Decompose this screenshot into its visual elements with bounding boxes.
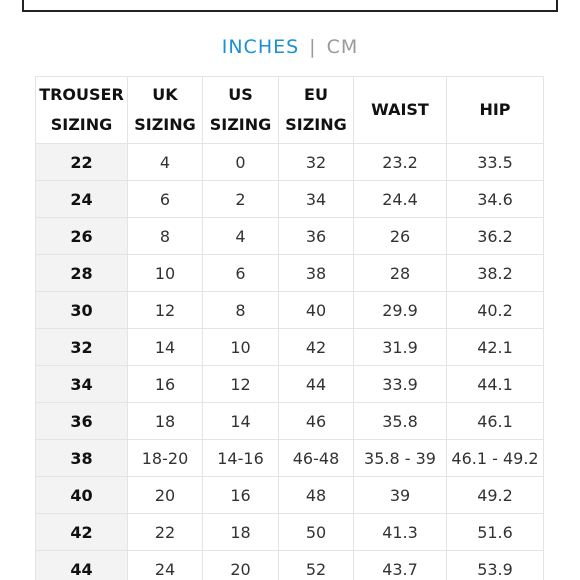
- waist-cell: 26: [354, 218, 447, 255]
- eu-size-cell: 44: [279, 366, 354, 403]
- uk-size-cell: 14: [128, 329, 203, 366]
- eu-size-cell: 48: [279, 477, 354, 514]
- trouser-size-cell: 28: [36, 255, 128, 292]
- us-size-cell: 18: [203, 514, 279, 551]
- header-trouser-sizing: [36, 77, 128, 144]
- waist-cell: 39: [354, 477, 447, 514]
- header-line: SIZING: [285, 115, 347, 134]
- waist-cell: 41.3: [354, 514, 447, 551]
- us-size-cell: 2: [203, 181, 279, 218]
- eu-size-cell: 34: [279, 181, 354, 218]
- hip-cell: 51.6: [447, 514, 544, 551]
- header-line: US: [228, 85, 253, 104]
- header-line: TROUSER: [39, 85, 124, 104]
- table-row: [36, 551, 544, 580]
- eu-size-cell: 40: [279, 292, 354, 329]
- trouser-size-cell: 44: [36, 551, 128, 580]
- trouser-size-cell: 36: [36, 403, 128, 440]
- waist-cell: 28: [354, 255, 447, 292]
- waist-cell: 31.9: [354, 329, 447, 366]
- header-line: HIP: [479, 100, 511, 119]
- waist-cell: 24.4: [354, 181, 447, 218]
- table-row: [36, 144, 544, 181]
- eu-size-cell: 32: [279, 144, 354, 181]
- hip-cell: 38.2: [447, 255, 544, 292]
- us-size-cell: 16: [203, 477, 279, 514]
- table-row: [36, 181, 544, 218]
- us-size-cell: 6: [203, 255, 279, 292]
- hip-cell: 34.6: [447, 181, 544, 218]
- uk-size-cell: 22: [128, 514, 203, 551]
- eu-size-cell: 46: [279, 403, 354, 440]
- uk-size-cell: 6: [128, 181, 203, 218]
- uk-size-cell: 24: [128, 551, 203, 580]
- uk-size-cell: 10: [128, 255, 203, 292]
- table-row: [36, 329, 544, 366]
- unit-cm-button[interactable]: CM: [326, 36, 359, 58]
- trouser-size-cell: 40: [36, 477, 128, 514]
- table-row: [36, 366, 544, 403]
- us-size-cell: 14: [203, 403, 279, 440]
- table-body: [36, 144, 544, 580]
- header-line: SIZING: [50, 115, 113, 134]
- table-row: [36, 403, 544, 440]
- uk-size-cell: 20: [128, 477, 203, 514]
- trouser-size-cell: 34: [36, 366, 128, 403]
- eu-size-cell: 36: [279, 218, 354, 255]
- header-line: UK: [152, 85, 178, 104]
- unit-separator: |: [309, 36, 317, 58]
- header-waist: [354, 77, 447, 144]
- trouser-size-cell: 42: [36, 514, 128, 551]
- hip-cell: 46.1 - 49.2: [447, 440, 544, 477]
- hip-cell: 36.2: [447, 218, 544, 255]
- uk-size-cell: 18: [128, 403, 203, 440]
- uk-size-cell: 18-20: [128, 440, 203, 477]
- hip-cell: 44.1: [447, 366, 544, 403]
- uk-size-cell: 16: [128, 366, 203, 403]
- hip-cell: 33.5: [447, 144, 544, 181]
- eu-size-cell: 52: [279, 551, 354, 580]
- header-line: WAIST: [371, 100, 429, 119]
- waist-cell: 23.2: [354, 144, 447, 181]
- trouser-size-cell: 22: [36, 144, 128, 181]
- hip-cell: 49.2: [447, 477, 544, 514]
- trouser-size-cell: 24: [36, 181, 128, 218]
- trouser-size-cell: 26: [36, 218, 128, 255]
- waist-cell: 35.8: [354, 403, 447, 440]
- eu-size-cell: 50: [279, 514, 354, 551]
- waist-cell: 29.9: [354, 292, 447, 329]
- size-table: [35, 76, 544, 580]
- us-size-cell: 10: [203, 329, 279, 366]
- eu-size-cell: 38: [279, 255, 354, 292]
- hip-cell: 42.1: [447, 329, 544, 366]
- header-line: EU: [304, 85, 328, 104]
- table-header-row: [36, 77, 544, 144]
- waist-cell: 35.8 - 39: [354, 440, 447, 477]
- table-row: [36, 218, 544, 255]
- header-line: SIZING: [209, 115, 272, 134]
- unit-toggle: [0, 36, 580, 58]
- header-eu-sizing: [279, 77, 354, 144]
- hip-cell: 40.2: [447, 292, 544, 329]
- uk-size-cell: 4: [128, 144, 203, 181]
- table-row: [36, 292, 544, 329]
- trouser-size-cell: 30: [36, 292, 128, 329]
- header-us-sizing: [203, 77, 279, 144]
- trouser-size-cell: 38: [36, 440, 128, 477]
- table-row: [36, 477, 544, 514]
- unit-inches-button[interactable]: INCHES: [221, 36, 300, 58]
- waist-cell: 43.7: [354, 551, 447, 580]
- table-row: [36, 440, 544, 477]
- table-row: [36, 514, 544, 551]
- top-border: [22, 0, 558, 12]
- uk-size-cell: 8: [128, 218, 203, 255]
- us-size-cell: 14-16: [203, 440, 279, 477]
- trouser-size-cell: 32: [36, 329, 128, 366]
- eu-size-cell: 42: [279, 329, 354, 366]
- eu-size-cell: 46-48: [279, 440, 354, 477]
- header-line: SIZING: [134, 115, 196, 134]
- table-row: [36, 255, 544, 292]
- waist-cell: 33.9: [354, 366, 447, 403]
- uk-size-cell: 12: [128, 292, 203, 329]
- header-hip: [447, 77, 544, 144]
- hip-cell: 53.9: [447, 551, 544, 580]
- hip-cell: 46.1: [447, 403, 544, 440]
- us-size-cell: 0: [203, 144, 279, 181]
- us-size-cell: 4: [203, 218, 279, 255]
- header-uk-sizing: [128, 77, 203, 144]
- us-size-cell: 20: [203, 551, 279, 580]
- us-size-cell: 12: [203, 366, 279, 403]
- us-size-cell: 8: [203, 292, 279, 329]
